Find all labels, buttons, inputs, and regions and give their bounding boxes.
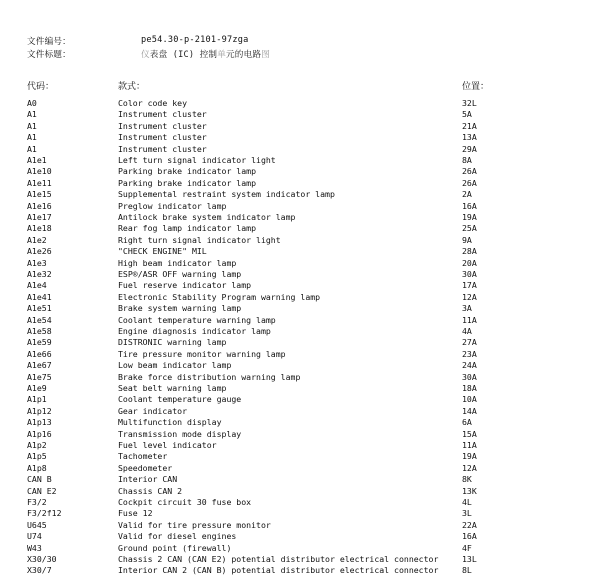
table-row bbox=[0, 531, 604, 542]
title-fragment: 单 bbox=[217, 50, 227, 60]
table-row bbox=[0, 508, 604, 519]
component-description: Brake system warning lamp bbox=[118, 303, 242, 314]
component-position: 12A bbox=[462, 462, 477, 473]
table-row bbox=[0, 383, 604, 394]
component-description: Valid for diesel engines bbox=[118, 531, 237, 542]
component-description: ESP®/ASR OFF warning lamp bbox=[118, 269, 242, 279]
component-code: A1e1 bbox=[27, 155, 47, 165]
component-code: A1e2 bbox=[27, 234, 47, 245]
component-description: Parking brake indicator lamp bbox=[118, 166, 257, 177]
table-row bbox=[0, 212, 604, 223]
document-title-value bbox=[141, 48, 270, 60]
table-row bbox=[0, 178, 604, 189]
component-position: 30A bbox=[462, 371, 477, 382]
component-description: Color code key bbox=[118, 98, 188, 108]
component-code: A1 bbox=[27, 143, 37, 154]
component-description: Multifunction display bbox=[118, 417, 222, 428]
table-row bbox=[0, 451, 604, 462]
component-description: Instrument cluster bbox=[118, 143, 207, 154]
component-position: 9A bbox=[462, 234, 472, 245]
component-position: 25A bbox=[462, 223, 477, 234]
component-description: High beam indicator lamp bbox=[118, 257, 237, 268]
component-description: Engine diagnosis indicator lamp bbox=[118, 326, 271, 336]
header-position: 位置： bbox=[462, 82, 490, 92]
component-position: 21A bbox=[462, 120, 477, 131]
component-description: Coolant temperature gauge bbox=[118, 394, 242, 405]
component-description: Antilock brake system indicator lamp bbox=[118, 212, 296, 222]
component-position: 32L bbox=[462, 98, 477, 108]
table-row bbox=[0, 292, 604, 303]
table-row bbox=[0, 223, 604, 234]
document-number-label: 文件编号： bbox=[27, 37, 71, 47]
component-description: Instrument cluster bbox=[118, 109, 207, 120]
component-position: 29A bbox=[462, 143, 477, 154]
table-row bbox=[0, 497, 604, 508]
table-row bbox=[0, 258, 604, 269]
table-row bbox=[0, 269, 604, 280]
component-code: A1p16 bbox=[27, 428, 52, 439]
component-code: A1e54 bbox=[27, 314, 52, 325]
component-position: 19A bbox=[462, 451, 477, 462]
component-code: A1e41 bbox=[27, 291, 52, 302]
component-position: 3A bbox=[462, 303, 472, 314]
component-position: 18A bbox=[462, 383, 477, 393]
table-row bbox=[0, 360, 604, 371]
component-code: A1 bbox=[27, 120, 37, 131]
table-row bbox=[0, 337, 604, 348]
component-position: 4L bbox=[462, 497, 472, 507]
component-description: Seat belt warning lamp bbox=[118, 383, 227, 393]
component-position: 17A bbox=[462, 280, 477, 291]
component-description: Left turn signal indicator light bbox=[118, 155, 276, 165]
component-description: Interior CAN 2 (CAN B) potential distributor electrical connector bbox=[118, 565, 439, 576]
table-row bbox=[0, 315, 604, 326]
component-description: Supplemental restraint system indicator lamp bbox=[118, 189, 335, 200]
component-position: 10A bbox=[462, 394, 477, 405]
component-position: 28A bbox=[462, 246, 477, 257]
component-code: A1 bbox=[27, 132, 37, 143]
component-description: Parking brake indicator lamp bbox=[118, 177, 257, 188]
component-code: A1p1 bbox=[27, 394, 47, 405]
title-fragment: 元的电路 bbox=[226, 50, 262, 60]
component-position: 15A bbox=[462, 428, 477, 439]
component-position: 11A bbox=[462, 440, 477, 450]
component-code: A1p2 bbox=[27, 440, 47, 450]
component-description: Speedometer bbox=[118, 462, 173, 473]
header-model: 款式： bbox=[118, 82, 146, 92]
component-code: A1e15 bbox=[27, 189, 52, 200]
component-position: 6A bbox=[462, 417, 472, 428]
component-position: 14A bbox=[462, 405, 477, 416]
component-position: 11A bbox=[462, 314, 477, 325]
component-position: 30A bbox=[462, 269, 477, 279]
table-row bbox=[0, 565, 604, 576]
component-position: 13K bbox=[462, 485, 477, 496]
component-code: A1e26 bbox=[27, 246, 52, 257]
component-code: A1e59 bbox=[27, 337, 52, 348]
document-title-label: 文件标题： bbox=[27, 50, 71, 60]
component-code: A1e3 bbox=[27, 257, 47, 268]
component-description: Instrument cluster bbox=[118, 120, 207, 131]
component-position: 4F bbox=[462, 542, 472, 553]
table-row bbox=[0, 132, 604, 143]
table-row bbox=[0, 246, 604, 257]
component-code: A1e18 bbox=[27, 223, 52, 234]
component-position: 16A bbox=[462, 531, 477, 542]
component-description: Transmission mode display bbox=[118, 428, 242, 439]
component-position: 4A bbox=[462, 326, 472, 336]
header-code: 代码： bbox=[27, 82, 55, 92]
title-fragment: 仪 bbox=[141, 50, 150, 60]
table-row bbox=[0, 201, 604, 212]
component-position: 8A bbox=[462, 155, 472, 165]
table-row bbox=[0, 280, 604, 291]
component-code: A1e10 bbox=[27, 166, 52, 177]
table-row bbox=[0, 520, 604, 531]
component-description: "CHECK ENGINE" MIL bbox=[118, 246, 207, 257]
component-code: A1e4 bbox=[27, 280, 47, 291]
table-row bbox=[0, 155, 604, 166]
component-description: Tachometer bbox=[118, 451, 168, 462]
component-description: Instrument cluster bbox=[118, 132, 207, 143]
table-row bbox=[0, 543, 604, 554]
component-description: Brake force distribution warning lamp bbox=[118, 371, 301, 382]
component-code: X30/30 bbox=[27, 554, 57, 564]
component-code: CAN B bbox=[27, 474, 52, 485]
component-description: Tire pressure monitor warning lamp bbox=[118, 348, 286, 359]
component-description: Chassis CAN 2 bbox=[118, 485, 183, 496]
component-code: F3/2 bbox=[27, 497, 47, 507]
table-row bbox=[0, 303, 604, 314]
component-code: A1p12 bbox=[27, 405, 52, 416]
component-code: A1e67 bbox=[27, 360, 52, 371]
component-position: 16A bbox=[462, 200, 477, 211]
component-code: A1e9 bbox=[27, 383, 47, 393]
table-row bbox=[0, 372, 604, 383]
component-position: 13L bbox=[462, 554, 477, 564]
table-row bbox=[0, 189, 604, 200]
component-code: A1 bbox=[27, 109, 37, 120]
component-description: Preglow indicator lamp bbox=[118, 200, 227, 211]
component-description: Fuse 12 bbox=[118, 508, 153, 519]
component-position: 26A bbox=[462, 177, 477, 188]
table-row bbox=[0, 554, 604, 565]
component-description: Valid for tire pressure monitor bbox=[118, 519, 271, 530]
component-code: A1p5 bbox=[27, 451, 47, 462]
table-row bbox=[0, 394, 604, 405]
table-row bbox=[0, 440, 604, 451]
component-code: W43 bbox=[27, 542, 42, 553]
table-row bbox=[0, 121, 604, 132]
component-code: CAN E2 bbox=[27, 485, 57, 496]
component-position: 23A bbox=[462, 348, 477, 359]
component-code: A1e32 bbox=[27, 269, 52, 279]
table-row bbox=[0, 166, 604, 177]
component-code: A0 bbox=[27, 98, 37, 108]
component-code: A1e51 bbox=[27, 303, 52, 314]
component-description: Right turn signal indicator light bbox=[118, 234, 281, 245]
component-description: Ground point (firewall) bbox=[118, 542, 232, 553]
table-row bbox=[0, 406, 604, 417]
component-description: Electronic Stability Program warning lamp bbox=[118, 291, 321, 302]
component-code: A1e66 bbox=[27, 348, 52, 359]
component-code: A1e75 bbox=[27, 371, 52, 382]
table-row bbox=[0, 463, 604, 474]
table-row bbox=[0, 429, 604, 440]
component-description: Cockpit circuit 30 fuse box bbox=[118, 497, 252, 507]
table-row bbox=[0, 417, 604, 428]
table-row bbox=[0, 474, 604, 485]
component-position: 2A bbox=[462, 189, 472, 200]
component-description: DISTRONIC warning lamp bbox=[118, 337, 227, 348]
component-position: 12A bbox=[462, 291, 477, 302]
component-position: 22A bbox=[462, 519, 477, 530]
component-position: 20A bbox=[462, 257, 477, 268]
component-code: A1e16 bbox=[27, 200, 52, 211]
table-row bbox=[0, 349, 604, 360]
table-row bbox=[0, 486, 604, 497]
component-position: 26A bbox=[462, 166, 477, 177]
component-code: A1p8 bbox=[27, 462, 47, 473]
component-description: Fuel reserve indicator lamp bbox=[118, 280, 252, 291]
component-code: U645 bbox=[27, 519, 47, 530]
component-position: 3L bbox=[462, 508, 472, 519]
component-description: Fuel level indicator bbox=[118, 440, 217, 450]
component-description: Low beam indicator lamp bbox=[118, 360, 232, 371]
table-row bbox=[0, 326, 604, 337]
component-code: X30/7 bbox=[27, 565, 52, 576]
component-position: 27A bbox=[462, 337, 477, 348]
component-code: A1e17 bbox=[27, 212, 52, 222]
table-row bbox=[0, 144, 604, 155]
title-fragment: 表盘 (IC) 控制 bbox=[149, 50, 218, 60]
component-position: 8L bbox=[462, 565, 472, 576]
table-row bbox=[0, 235, 604, 246]
component-position: 19A bbox=[462, 212, 477, 222]
component-code: U74 bbox=[27, 531, 42, 542]
title-fragment: 图 bbox=[261, 50, 270, 60]
component-position: 13A bbox=[462, 132, 477, 143]
component-code: A1e11 bbox=[27, 177, 52, 188]
table-row bbox=[0, 109, 604, 120]
component-description: Chassis 2 CAN (CAN E2) potential distributor electrical connector bbox=[118, 554, 439, 564]
document-number-value: pe54.30-p-2101-97zga bbox=[141, 35, 249, 45]
component-position: 24A bbox=[462, 360, 477, 371]
component-code: A1p13 bbox=[27, 417, 52, 428]
component-position: 5A bbox=[462, 109, 472, 120]
component-description: Rear fog lamp indicator lamp bbox=[118, 223, 257, 234]
component-description: Interior CAN bbox=[118, 474, 178, 485]
component-description: Gear indicator bbox=[118, 405, 188, 416]
component-position: 8K bbox=[462, 474, 472, 485]
component-code: A1e58 bbox=[27, 326, 52, 336]
component-description: Coolant temperature warning lamp bbox=[118, 314, 276, 325]
table-row bbox=[0, 98, 604, 109]
component-code: F3/2f12 bbox=[27, 508, 62, 519]
